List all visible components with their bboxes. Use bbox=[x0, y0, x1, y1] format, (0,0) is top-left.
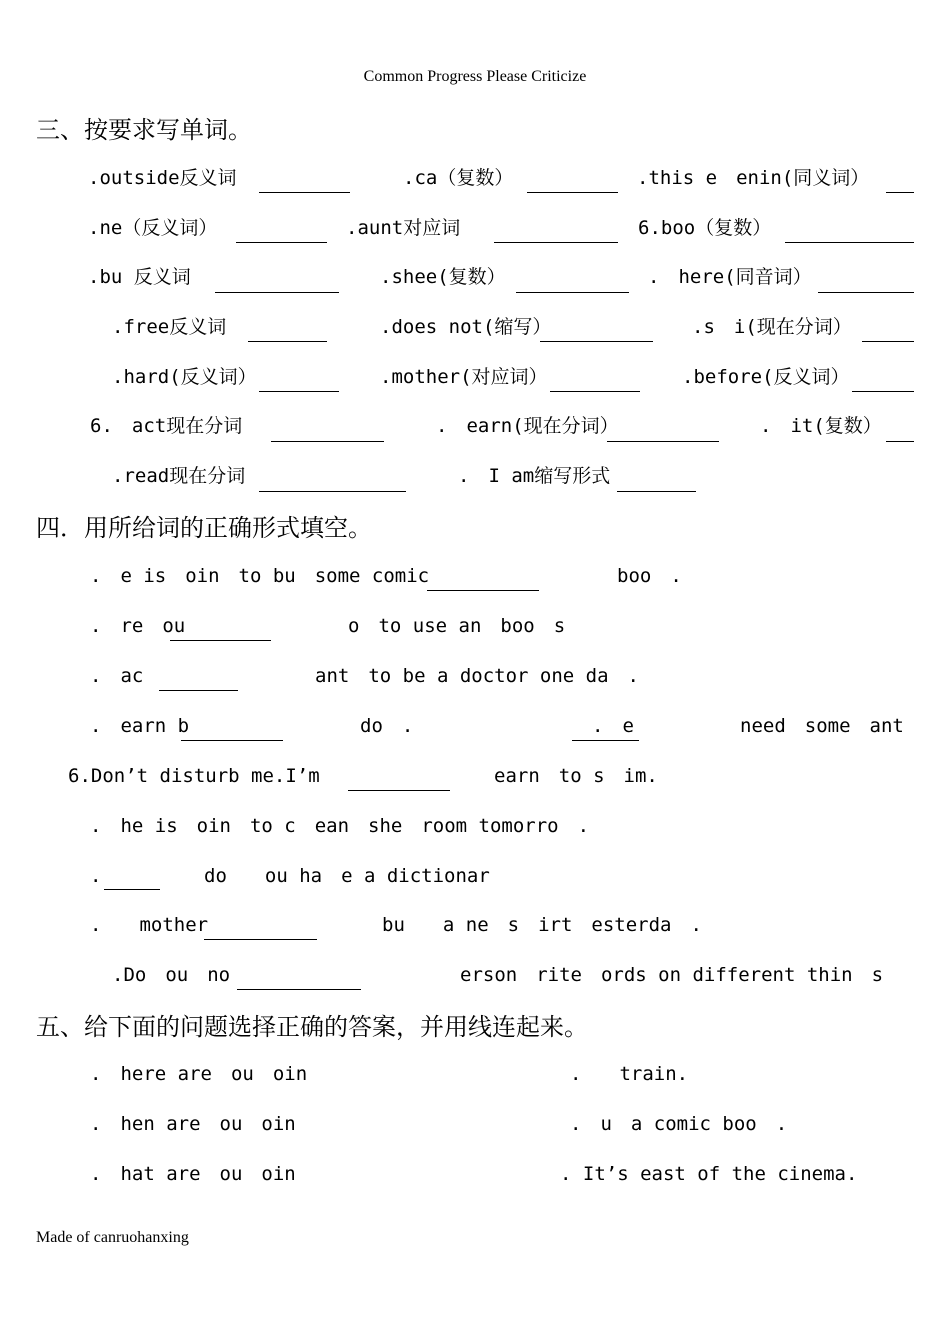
answer-item: . train. bbox=[570, 1063, 689, 1085]
answer-blank[interactable] bbox=[494, 242, 618, 243]
sentence-text: .Do ou no bbox=[112, 964, 231, 986]
sentence-text: . he is oin to c ean she room tomorro . bbox=[90, 815, 590, 837]
sentence-text: earn to s im. bbox=[494, 765, 658, 787]
sentence-text: need some ant bbox=[740, 715, 904, 737]
word-item: .aunt对应词 bbox=[346, 217, 461, 239]
sentence-text: do . bbox=[360, 715, 414, 737]
sentence-text: . e bbox=[592, 715, 634, 737]
answer-blank[interactable] bbox=[886, 192, 914, 193]
section-four-title: 四．用所给词的正确形式填空。 bbox=[36, 514, 372, 542]
sentence-text: ant to be a doctor one da . bbox=[315, 665, 639, 687]
answer-blank[interactable] bbox=[818, 292, 914, 293]
answer-blank[interactable] bbox=[259, 391, 339, 392]
word-item: . I am缩写形式 bbox=[458, 465, 611, 487]
answer-blank[interactable] bbox=[862, 341, 914, 342]
question-item: . hen are ou oin bbox=[90, 1113, 296, 1135]
word-item: .outside反义词 bbox=[88, 167, 237, 189]
answer-blank[interactable] bbox=[572, 740, 639, 741]
answer-blank[interactable] bbox=[204, 939, 317, 940]
answer-blank[interactable] bbox=[215, 292, 339, 293]
answer-blank[interactable] bbox=[170, 640, 271, 641]
sentence-text: . re ou bbox=[90, 615, 186, 637]
answer-blank[interactable] bbox=[259, 192, 350, 193]
answer-blank[interactable] bbox=[181, 740, 283, 741]
answer-blank[interactable] bbox=[259, 491, 406, 492]
word-item: .does not(缩写） bbox=[380, 316, 552, 338]
answer-blank[interactable] bbox=[348, 790, 450, 791]
sentence-text: 6.Don’t disturb me.I’m bbox=[68, 765, 320, 787]
answer-blank[interactable] bbox=[607, 441, 719, 442]
sentence-text: boo . bbox=[617, 565, 682, 587]
section-five-title: 五、给下面的问题选择正确的答案，并用线连起来。 bbox=[36, 1013, 588, 1041]
sentence-text: . earn b bbox=[90, 715, 190, 737]
word-item: 6.boo（复数） bbox=[638, 217, 772, 239]
sentence-text: . e is oin to bu some comic bbox=[90, 565, 430, 587]
answer-item: . It’s east of the cinema. bbox=[560, 1163, 858, 1185]
word-item: .mother(对应词） bbox=[380, 366, 548, 388]
page-footer: Made of canruohanxing bbox=[36, 1229, 189, 1246]
answer-blank[interactable] bbox=[785, 242, 914, 243]
answer-blank[interactable] bbox=[248, 341, 327, 342]
sentence-text: bu a ne s irt esterda . bbox=[382, 914, 702, 936]
word-item: . here(同音词） bbox=[648, 266, 812, 288]
sentence-text: . mother bbox=[90, 914, 209, 936]
word-item: .bu 反义词 bbox=[88, 266, 191, 288]
answer-blank[interactable] bbox=[617, 491, 696, 492]
word-item: .s i(现在分词） bbox=[692, 316, 852, 338]
question-item: . hat are ou oin bbox=[90, 1163, 296, 1185]
answer-blank[interactable] bbox=[237, 989, 361, 990]
answer-blank[interactable] bbox=[540, 341, 653, 342]
word-item: .hard(反义词） bbox=[112, 366, 257, 388]
word-item: .free反义词 bbox=[112, 316, 227, 338]
answer-blank[interactable] bbox=[271, 441, 384, 442]
sentence-text: erson rite ords on different thin s bbox=[460, 964, 884, 986]
sentence-text: do ou ha e a dictionar bbox=[204, 865, 490, 887]
section-three-title: 三、按要求写单词。 bbox=[36, 116, 252, 144]
sentence-text: . bbox=[90, 865, 102, 887]
question-item: . here are ou oin bbox=[90, 1063, 308, 1085]
sentence-text: . ac bbox=[90, 665, 144, 687]
answer-blank[interactable] bbox=[550, 391, 640, 392]
word-item: .ne（反义词） bbox=[88, 217, 218, 239]
answer-item: . u a comic boo . bbox=[570, 1113, 788, 1135]
word-item: .shee(复数） bbox=[380, 266, 506, 288]
answer-blank[interactable] bbox=[852, 391, 914, 392]
word-item: .this e enin(同义词） bbox=[637, 167, 870, 189]
answer-blank[interactable] bbox=[516, 292, 629, 293]
word-item: .before(反义词） bbox=[682, 366, 850, 388]
answer-blank[interactable] bbox=[236, 242, 327, 243]
word-item: .read现在分词 bbox=[112, 465, 246, 487]
word-item: 6. act现在分词 bbox=[90, 415, 243, 437]
word-item: . earn(现在分词） bbox=[436, 415, 619, 437]
word-item: .ca（复数） bbox=[403, 167, 514, 189]
page-header: Common Progress Please Criticize bbox=[363, 68, 587, 85]
answer-blank[interactable] bbox=[527, 192, 618, 193]
answer-blank[interactable] bbox=[104, 889, 160, 890]
answer-blank[interactable] bbox=[159, 690, 238, 691]
answer-blank[interactable] bbox=[886, 441, 914, 442]
sentence-text: o to use an boo s bbox=[348, 615, 566, 637]
answer-blank[interactable] bbox=[427, 590, 539, 591]
word-item: . it(复数） bbox=[760, 415, 882, 437]
